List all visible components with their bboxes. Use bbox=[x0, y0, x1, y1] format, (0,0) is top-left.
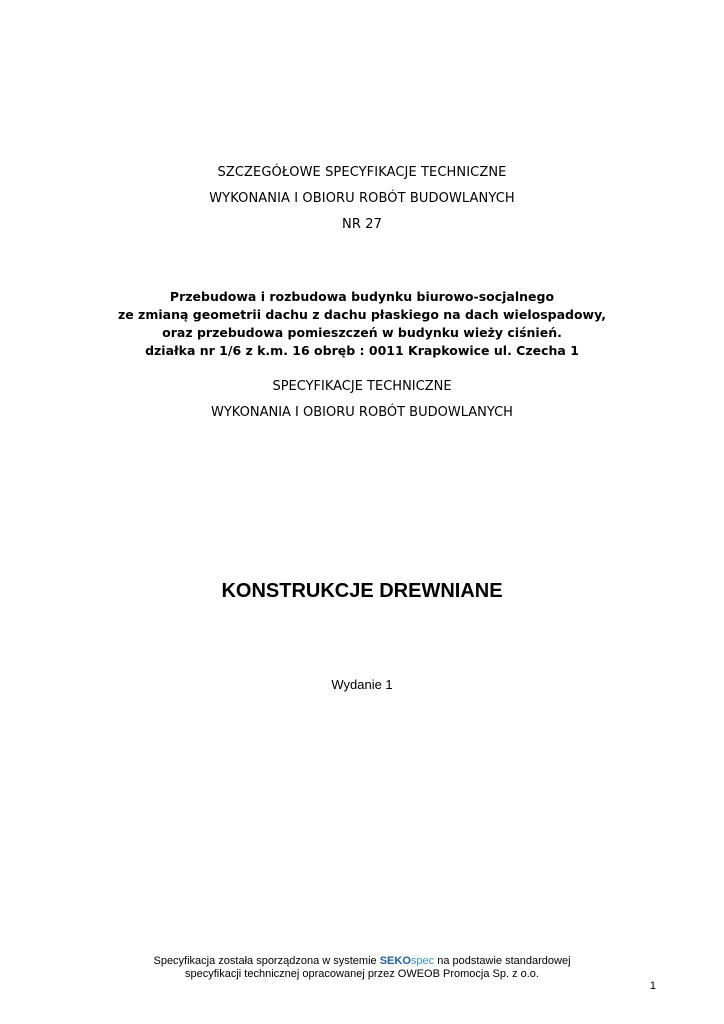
footer-line-1 bbox=[0, 955, 724, 968]
document-title: KONSTRUKCJE DREWNIANE bbox=[221, 580, 503, 602]
project-line-2: ze zmianą geometrii dachu z dachu płaskiego na dach wielospadowy, bbox=[117, 307, 607, 322]
footer-text-after: na podstawie standardowej bbox=[434, 955, 571, 967]
spec-heading bbox=[0, 377, 724, 429]
footer-line-2: specyfikacji technicznej opracowanej przez OWEOB Promocja Sp. z o.o. bbox=[185, 968, 539, 980]
header-line-3: NR 27 bbox=[342, 217, 382, 232]
project-line-3: oraz przebudowa pomieszczeń w budynku wieży ciśnień. bbox=[162, 325, 562, 340]
project-line-1: Przebudowa i rozbudowa budynku biurowo-socjalnego bbox=[169, 289, 555, 304]
spec-line-2: WYKONANIA I OBIORU ROBÓT BUDOWLANYCH bbox=[211, 405, 513, 420]
project-description bbox=[0, 288, 724, 360]
page-number: 1 bbox=[649, 980, 656, 992]
header-line-2: WYKONANIA I OBIORU ROBÓT BUDOWLANYCH bbox=[209, 191, 515, 206]
footer-note bbox=[0, 955, 724, 981]
edition-label: Wydanie 1 bbox=[331, 677, 393, 692]
brand-seko: SEKO bbox=[379, 955, 411, 967]
footer-text-before: Specyfikacja została sporządzona w systemie bbox=[153, 955, 380, 967]
project-line-4: działka nr 1/6 z k.m. 16 obręb : 0011 Krapkowice ul. Czecha 1 bbox=[145, 343, 579, 358]
document-header bbox=[0, 163, 724, 241]
header-line-1: SZCZEGÓŁOWE SPECYFIKACJE TECHNICZNE bbox=[217, 165, 507, 180]
brand-spec: spec bbox=[410, 955, 435, 967]
spec-line-1: SPECYFIKACJE TECHNICZNE bbox=[272, 379, 452, 394]
